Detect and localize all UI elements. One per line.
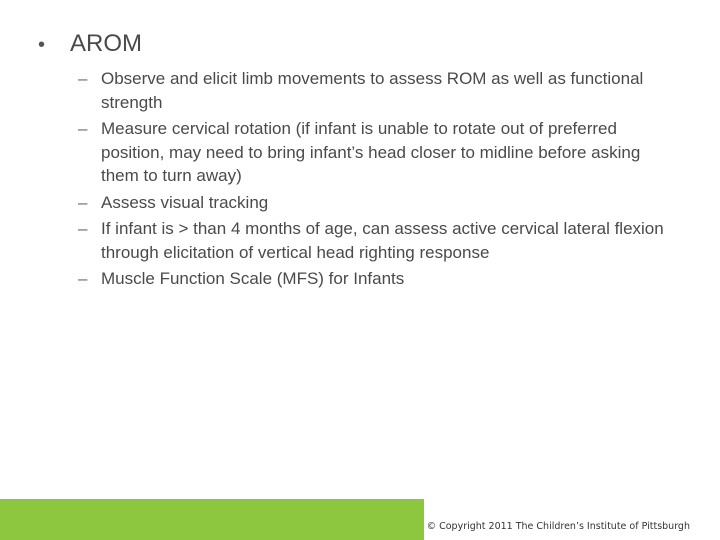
sub-bullet-item [78,67,678,114]
sub-bullet-item [78,267,678,291]
sub-bullet-item [78,217,678,264]
bullet-icon: • [38,34,46,56]
sub-bullet-item [78,117,678,188]
dash-icon: – [78,192,88,212]
dash-icon: – [78,219,88,238]
heading-bullet-row [38,30,142,58]
copyright-text: © Copyright 2011 The Children’s Institute of Pittsburgh [426,521,690,532]
sub-bullet-text: Measure cervical rotation (if infant is unable to rotate out of preferred position, may need to bring infant’s head closer to midline before asking them to turn away) [101,119,641,185]
dash-icon: – [78,69,88,88]
footer-panel-edge [414,499,424,540]
sub-bullet-text: Observe and elicit limb movements to assess ROM as well as functional strength [101,69,644,112]
footer-copyright-panel [414,499,720,540]
sub-bullet-item [78,191,678,215]
sub-bullet-text: Assess visual tracking [101,192,269,212]
dash-icon: – [78,119,88,138]
sub-bullet-text: If infant is > than 4 months of age, can assess active cervical lateral flexion through elicitation of vertical head righting response [101,219,664,262]
sub-bullet-text: Muscle Function Scale (MFS) for Infants [101,269,405,288]
dash-icon: – [78,269,88,288]
sub-bullet-list [78,67,678,294]
slide-heading: AROM [70,30,142,57]
footer-bar [0,499,720,540]
